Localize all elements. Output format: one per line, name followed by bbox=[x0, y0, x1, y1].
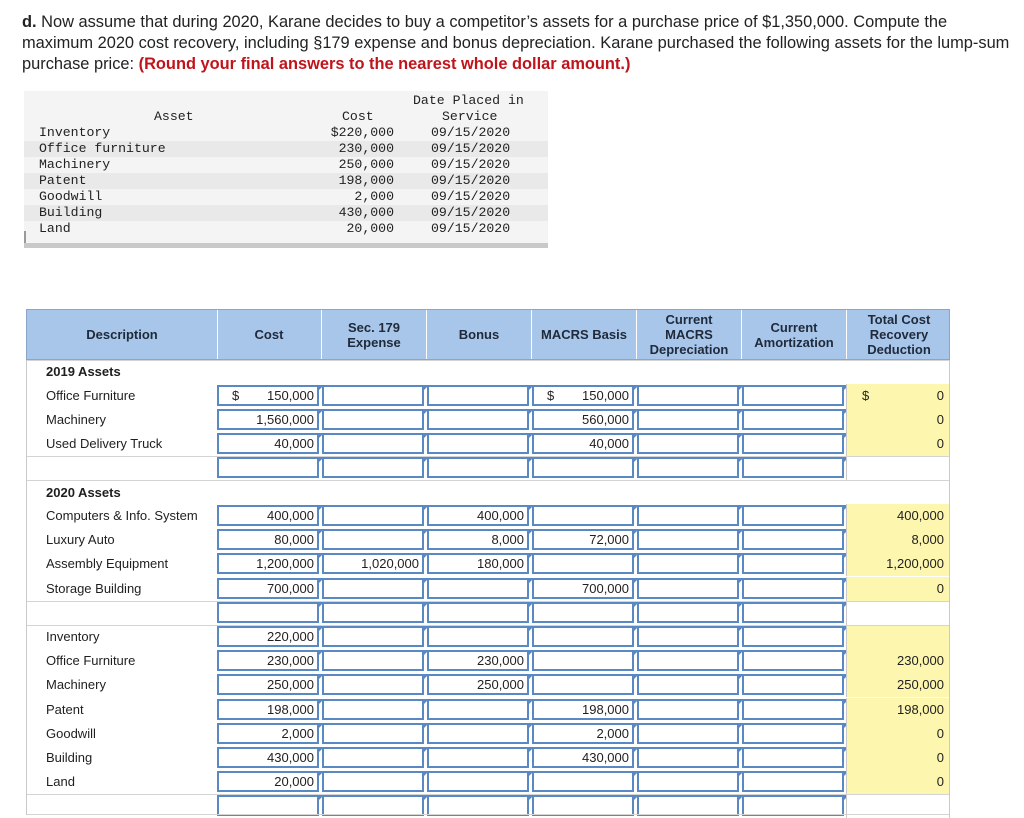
macrs-basis-input[interactable] bbox=[532, 505, 634, 526]
given-asset-cost: 2,000 bbox=[354, 189, 394, 204]
given-asset-name: Building bbox=[39, 205, 103, 220]
row-description: Inventory bbox=[46, 629, 100, 644]
cost-input[interactable] bbox=[217, 457, 319, 478]
sec179-input[interactable] bbox=[322, 699, 424, 720]
current-macrs-input[interactable] bbox=[637, 626, 739, 647]
macrs-basis-input[interactable] bbox=[532, 602, 634, 623]
current-amortization-input[interactable] bbox=[742, 626, 844, 647]
total-cost-recovery-value: 230,000 bbox=[897, 653, 944, 669]
current-amortization-input[interactable] bbox=[742, 578, 844, 599]
table-row bbox=[26, 698, 950, 722]
given-asset-date: 09/15/2020 bbox=[431, 205, 511, 220]
current-macrs-input[interactable] bbox=[637, 409, 739, 430]
total-cost-recovery-value: 250,000 bbox=[897, 677, 944, 693]
current-amortization-input[interactable] bbox=[742, 795, 844, 816]
total-cell bbox=[846, 625, 950, 649]
given-asset-name: Office furniture bbox=[39, 141, 166, 156]
cost-value: 1,560,000 bbox=[256, 412, 314, 428]
divider bbox=[949, 360, 950, 815]
macrs-basis-input[interactable] bbox=[532, 457, 634, 478]
given-asset-date: 09/15/2020 bbox=[431, 125, 511, 140]
given-assets-table bbox=[24, 91, 548, 248]
bonus-input[interactable] bbox=[427, 626, 529, 647]
macrs-basis-input[interactable] bbox=[532, 795, 634, 816]
table-row bbox=[26, 770, 950, 794]
current-amortization-input[interactable] bbox=[742, 602, 844, 623]
cost-value: 198,000 bbox=[267, 701, 314, 717]
bonus-value: 8,000 bbox=[491, 532, 524, 548]
sec179-input[interactable] bbox=[322, 457, 424, 478]
current-macrs-input[interactable] bbox=[637, 529, 739, 550]
spacer-row bbox=[26, 456, 950, 480]
divider bbox=[26, 794, 950, 795]
header-current-macrs: Current MACRS Depreciation bbox=[649, 312, 729, 357]
current-amortization-input[interactable] bbox=[742, 747, 844, 768]
current-amortization-input[interactable] bbox=[742, 385, 844, 406]
table-row bbox=[26, 408, 950, 432]
bonus-input[interactable] bbox=[427, 602, 529, 623]
macrs-basis-input[interactable] bbox=[532, 771, 634, 792]
given-asset-name: Goodwill bbox=[39, 189, 103, 204]
macrs-basis-value: 198,000 bbox=[582, 701, 629, 717]
given-asset-name: Patent bbox=[39, 173, 87, 188]
current-amortization-input[interactable] bbox=[742, 433, 844, 454]
sec179-input[interactable] bbox=[322, 674, 424, 695]
table-row bbox=[26, 649, 950, 673]
given-asset-name: Machinery bbox=[39, 157, 111, 172]
current-macrs-input[interactable] bbox=[637, 433, 739, 454]
given-row bbox=[24, 221, 548, 237]
row-description: Luxury Auto bbox=[46, 532, 115, 548]
cost-value: 230,000 bbox=[267, 653, 314, 669]
current-amortization-input[interactable] bbox=[742, 771, 844, 792]
header-total-cost-recovery: Total Cost Recovery Deduction bbox=[867, 312, 931, 357]
table-row bbox=[26, 432, 950, 456]
divider bbox=[26, 480, 950, 481]
sec179-input[interactable] bbox=[322, 578, 424, 599]
sec179-input[interactable] bbox=[322, 650, 424, 671]
table-row bbox=[26, 746, 950, 770]
sec179-input[interactable] bbox=[322, 505, 424, 526]
table-row bbox=[26, 577, 950, 601]
row-description: Storage Building bbox=[46, 580, 142, 596]
given-header-cost: Cost bbox=[342, 109, 374, 124]
given-asset-name: Land bbox=[39, 221, 71, 236]
total-currency-symbol: $ bbox=[862, 388, 870, 403]
given-header-date-line2: Service bbox=[442, 109, 498, 124]
total-cost-recovery-value: 0 bbox=[936, 388, 944, 403]
macrs-basis-value: 2,000 bbox=[596, 725, 629, 741]
total-cost-recovery-value: 1,200,000 bbox=[886, 556, 944, 572]
current-macrs-input[interactable] bbox=[637, 771, 739, 792]
bonus-value: 250,000 bbox=[477, 677, 524, 693]
macrs-basis-currency-symbol: $ bbox=[547, 388, 555, 403]
bonus-input[interactable] bbox=[427, 457, 529, 478]
cost-value: 20,000 bbox=[274, 774, 314, 790]
given-row bbox=[24, 205, 548, 221]
cost-value: 80,000 bbox=[274, 532, 314, 548]
cost-input[interactable] bbox=[217, 602, 319, 623]
row-description: Land bbox=[46, 774, 75, 790]
current-macrs-input[interactable] bbox=[637, 457, 739, 478]
given-asset-cost: 430,000 bbox=[338, 205, 394, 220]
cost-value: 220,000 bbox=[267, 629, 314, 644]
given-asset-cost: 20,000 bbox=[346, 221, 394, 236]
question-text bbox=[22, 12, 1012, 75]
table-row bbox=[26, 722, 950, 746]
given-row bbox=[24, 157, 548, 173]
spacer-row bbox=[26, 601, 950, 625]
macrs-basis-value: 560,000 bbox=[582, 412, 629, 428]
table-row bbox=[26, 552, 950, 576]
row-description: Office Furniture bbox=[46, 653, 136, 669]
macrs-basis-value: 700,000 bbox=[582, 580, 629, 596]
bonus-input[interactable] bbox=[427, 385, 529, 406]
section-2019-title: 2019 Assets bbox=[46, 364, 121, 379]
cost-value: 40,000 bbox=[274, 436, 314, 452]
divider bbox=[26, 360, 950, 361]
macrs-basis-input[interactable] bbox=[532, 674, 634, 695]
current-macrs-input[interactable] bbox=[637, 795, 739, 816]
macrs-basis-value: 40,000 bbox=[589, 436, 629, 452]
given-asset-date: 09/15/2020 bbox=[431, 221, 511, 236]
bonus-input[interactable] bbox=[427, 578, 529, 599]
cost-value: 400,000 bbox=[267, 508, 314, 523]
current-macrs-input[interactable] bbox=[637, 553, 739, 574]
total-cost-recovery-value: 0 bbox=[936, 580, 944, 596]
current-amortization-input[interactable] bbox=[742, 409, 844, 430]
total-cost-recovery-value: 0 bbox=[936, 774, 944, 790]
header-macrs-basis: MACRS Basis bbox=[541, 327, 627, 342]
total-cost-recovery-value: 0 bbox=[936, 436, 944, 452]
total-cost-recovery-value: 0 bbox=[936, 412, 944, 428]
divider bbox=[26, 456, 950, 457]
total-cost-recovery-value: 8,000 bbox=[911, 532, 944, 548]
cost-value: 430,000 bbox=[267, 750, 314, 765]
row-description: Office Furniture bbox=[46, 388, 136, 403]
sec179-input[interactable] bbox=[322, 795, 424, 816]
sec179-input[interactable] bbox=[322, 529, 424, 550]
current-macrs-input[interactable] bbox=[637, 699, 739, 720]
given-asset-cost: 230,000 bbox=[338, 141, 394, 156]
total-cost-recovery-value: 198,000 bbox=[897, 701, 944, 717]
given-row bbox=[24, 173, 548, 189]
current-macrs-input[interactable] bbox=[637, 505, 739, 526]
table-row bbox=[26, 673, 950, 697]
bonus-input[interactable] bbox=[427, 699, 529, 720]
bonus-input[interactable] bbox=[427, 409, 529, 430]
sec179-input[interactable] bbox=[322, 747, 424, 768]
grid-header bbox=[26, 309, 950, 360]
header-description: Description bbox=[86, 327, 158, 342]
given-row bbox=[24, 141, 548, 157]
macrs-basis-value: 430,000 bbox=[582, 750, 629, 765]
row-description: Machinery bbox=[46, 677, 106, 693]
total-cost-recovery-value: 0 bbox=[936, 750, 944, 765]
current-amortization-input[interactable] bbox=[742, 699, 844, 720]
row-description: Goodwill bbox=[46, 725, 96, 741]
divider bbox=[26, 360, 27, 815]
current-macrs-input[interactable] bbox=[637, 674, 739, 695]
table-row bbox=[26, 504, 950, 528]
given-header-asset: Asset bbox=[154, 109, 194, 124]
bonus-value: 230,000 bbox=[477, 653, 524, 669]
given-asset-cost: 250,000 bbox=[338, 157, 394, 172]
macrs-basis-input[interactable] bbox=[532, 626, 634, 647]
bonus-input[interactable] bbox=[427, 747, 529, 768]
table-row bbox=[26, 384, 950, 408]
given-asset-date: 09/15/2020 bbox=[431, 157, 511, 172]
current-amortization-input[interactable] bbox=[742, 529, 844, 550]
current-amortization-input[interactable] bbox=[742, 553, 844, 574]
macrs-basis-input[interactable] bbox=[532, 553, 634, 574]
current-amortization-input[interactable] bbox=[742, 457, 844, 478]
current-macrs-input[interactable] bbox=[637, 578, 739, 599]
given-row bbox=[24, 125, 548, 141]
macrs-basis-value: 72,000 bbox=[589, 532, 629, 548]
sec179-input[interactable] bbox=[322, 433, 424, 454]
given-asset-cost: 198,000 bbox=[338, 173, 394, 188]
row-description: Patent bbox=[46, 701, 84, 717]
total-cost-recovery-value: 400,000 bbox=[897, 508, 944, 523]
sec179-input[interactable] bbox=[322, 626, 424, 647]
cost-currency-symbol: $ bbox=[232, 388, 240, 403]
bonus-input[interactable] bbox=[427, 433, 529, 454]
current-amortization-input[interactable] bbox=[742, 650, 844, 671]
cost-value: 700,000 bbox=[267, 580, 314, 596]
macrs-basis-input[interactable] bbox=[532, 650, 634, 671]
bonus-input[interactable] bbox=[427, 723, 529, 744]
sec179-input[interactable] bbox=[322, 602, 424, 623]
current-macrs-input[interactable] bbox=[637, 747, 739, 768]
bonus-input[interactable] bbox=[427, 795, 529, 816]
cost-value: 150,000 bbox=[267, 388, 314, 403]
row-description: Machinery bbox=[46, 412, 106, 428]
sec179-input[interactable] bbox=[322, 723, 424, 744]
rounding-note: (Round your final answers to the nearest whole dollar amount.) bbox=[138, 55, 631, 73]
given-header-date-line1: Date Placed in bbox=[413, 93, 524, 108]
header-current-amortization: Current Amortization bbox=[754, 319, 834, 350]
divider bbox=[24, 243, 548, 248]
header-sec179: Sec. 179 Expense bbox=[347, 319, 401, 350]
divider bbox=[26, 601, 950, 602]
row-description: Building bbox=[46, 750, 93, 765]
total-cost-recovery-value: 0 bbox=[936, 725, 944, 741]
row-description: Computers & Info. System bbox=[46, 508, 198, 523]
current-macrs-input[interactable] bbox=[637, 602, 739, 623]
sec179-input[interactable] bbox=[322, 385, 424, 406]
cost-value: 250,000 bbox=[267, 677, 314, 693]
current-amortization-input[interactable] bbox=[742, 505, 844, 526]
row-description: Assembly Equipment bbox=[46, 556, 169, 572]
current-macrs-input[interactable] bbox=[637, 385, 739, 406]
macrs-basis-value: 150,000 bbox=[582, 388, 629, 403]
current-macrs-input[interactable] bbox=[637, 650, 739, 671]
bonus-value: 180,000 bbox=[477, 556, 524, 572]
question-body: Now assume that during 2020, Karane decides to buy a competitor’s assets for a purchase price of $1,350,000. Compute the maximum 2020 cost recovery, including §179 expense and bonus depreciation. Karane purchased the following assets for the lump-sum purchase price: bbox=[22, 13, 1010, 73]
question-label: d. bbox=[22, 13, 37, 31]
given-asset-date: 09/15/2020 bbox=[431, 189, 511, 204]
sec179-input[interactable] bbox=[322, 771, 424, 792]
cost-value: 2,000 bbox=[281, 725, 314, 741]
sec179-value: 1,020,000 bbox=[361, 556, 419, 572]
current-amortization-input[interactable] bbox=[742, 674, 844, 695]
table-row bbox=[26, 625, 950, 649]
cost-input[interactable] bbox=[217, 795, 319, 816]
given-asset-date: 09/15/2020 bbox=[431, 141, 511, 156]
bonus-input[interactable] bbox=[427, 771, 529, 792]
bonus-value: 400,000 bbox=[477, 508, 524, 523]
cost-value: 1,200,000 bbox=[256, 556, 314, 572]
header-bonus: Bonus bbox=[458, 327, 500, 342]
sec179-input[interactable] bbox=[322, 409, 424, 430]
divider bbox=[26, 625, 950, 626]
row-description: Used Delivery Truck bbox=[46, 436, 163, 452]
current-amortization-input[interactable] bbox=[742, 723, 844, 744]
given-asset-cost: $220,000 bbox=[330, 125, 394, 140]
header-cost: Cost bbox=[254, 327, 284, 342]
table-row bbox=[26, 528, 950, 552]
given-asset-name: Inventory bbox=[39, 125, 111, 140]
section-2020-title: 2020 Assets bbox=[46, 485, 121, 500]
given-row bbox=[24, 189, 548, 205]
given-asset-date: 09/15/2020 bbox=[431, 173, 511, 188]
current-macrs-input[interactable] bbox=[637, 723, 739, 744]
